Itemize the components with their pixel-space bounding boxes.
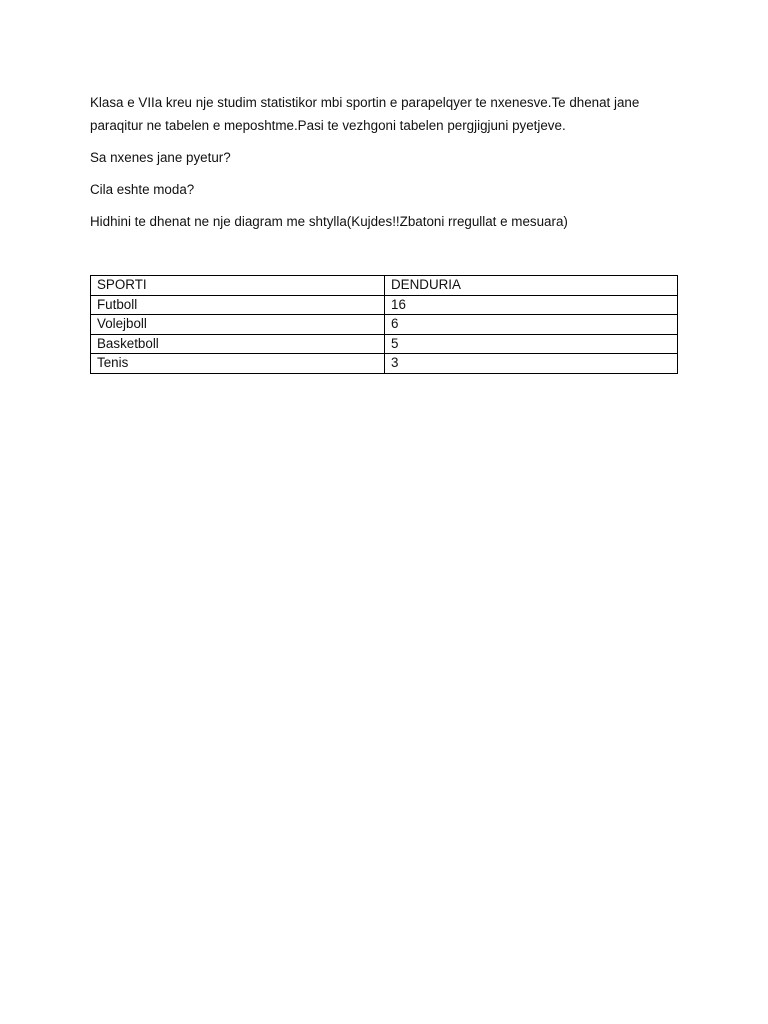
question-students-count: Sa nxenes jane pyetur?	[90, 150, 231, 165]
table-header-row	[91, 276, 678, 296]
cell-sport: Tenis	[91, 354, 385, 374]
intro-paragraph	[90, 91, 680, 137]
sports-frequency-table	[90, 275, 678, 374]
table-row	[91, 295, 678, 315]
cell-frequency: 3	[385, 354, 678, 374]
cell-frequency: 6	[385, 315, 678, 335]
intro-line-1: Klasa e VIIa kreu nje studim statistikor mbi sportin e parapelqyer te nxenesve.Te dhenat jane	[90, 95, 640, 110]
table-row	[91, 354, 678, 374]
cell-frequency: 16	[385, 295, 678, 315]
header-sport: SPORTI	[91, 276, 385, 296]
intro-line-2: paraqitur ne tabelen e meposhtme.Pasi te vezhgoni tabelen pergjigjuni pyetjeve.	[90, 118, 566, 133]
cell-sport: Futboll	[91, 295, 385, 315]
task-bar-chart: Hidhini te dhenat ne nje diagram me shtylla(Kujdes!!Zbatoni rregullat e mesuara)	[90, 214, 568, 229]
table-row	[91, 315, 678, 335]
cell-sport: Volejboll	[91, 315, 385, 335]
cell-sport: Basketboll	[91, 334, 385, 354]
question-mode: Cila eshte moda?	[90, 182, 195, 197]
document-body	[90, 91, 680, 233]
cell-frequency: 5	[385, 334, 678, 354]
table-row	[91, 334, 678, 354]
header-frequency: DENDURIA	[385, 276, 678, 296]
